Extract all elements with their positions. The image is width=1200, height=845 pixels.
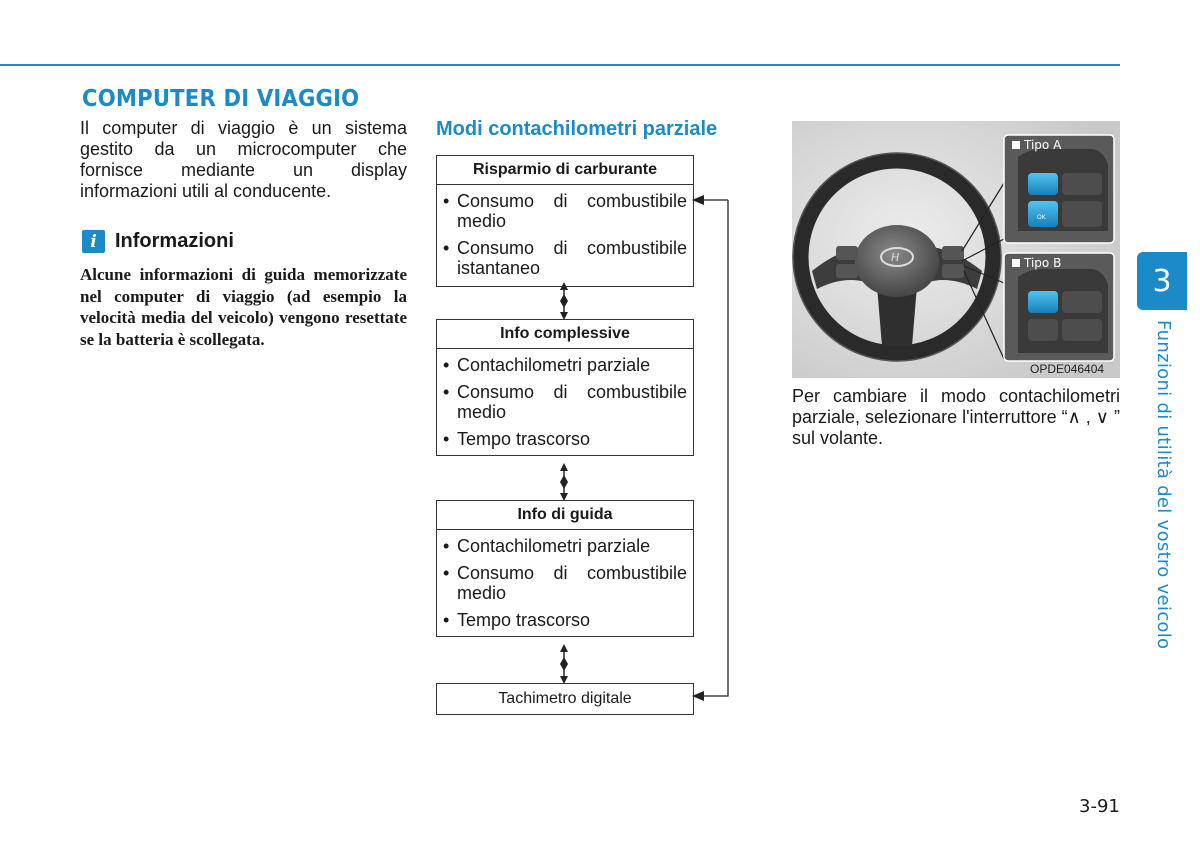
- type-b-label: [1012, 256, 1061, 270]
- info-heading: [82, 230, 234, 253]
- mode-box-drive: [436, 500, 694, 637]
- mode-box-heading: Risparmio di carburante: [437, 156, 693, 185]
- steering-wheel-illustration: [792, 121, 1120, 378]
- list-item-text: Contachilometri parziale: [457, 355, 651, 375]
- square-bullet-icon: [1012, 259, 1020, 267]
- mode-box-digital-speed: Tachimetro digitale: [436, 683, 694, 715]
- type-b-text: Tipo B: [1024, 256, 1062, 270]
- type-a-text: Tipo A: [1024, 138, 1062, 152]
- info-icon: i: [82, 230, 105, 253]
- list-item: • Contachilometri parziale: [443, 355, 687, 375]
- list-item-text: Tempo trascorso: [457, 429, 591, 449]
- figure-code: OPDE046404: [1030, 362, 1105, 376]
- double-arrow-icon: [556, 644, 572, 684]
- mode-box-fuel: [436, 155, 694, 287]
- list-item-text: Consumo di combustibile medio: [457, 382, 687, 422]
- list-item-text: Tempo trascorso: [457, 610, 591, 630]
- chapter-tab: 3: [1137, 252, 1187, 310]
- list-item: • Consumo di combustibile medio: [443, 382, 687, 422]
- mode-box-accumulated: [436, 319, 694, 456]
- type-a-label: [1012, 138, 1061, 152]
- mode-box-heading: Info complessive: [437, 320, 693, 349]
- mode-box-heading: Info di guida: [437, 501, 693, 530]
- square-bullet-icon: [1012, 141, 1020, 149]
- steering-wheel-figure: [792, 121, 1120, 378]
- section-title: COMPUTER DI VIAGGIO: [82, 86, 360, 112]
- list-item: • Contachilometri parziale: [443, 536, 687, 556]
- info-heading-label: Informazioni: [115, 230, 234, 252]
- double-arrow-icon: [556, 463, 572, 501]
- list-item: • Consumo di combustibile istantaneo: [443, 238, 687, 278]
- double-arrow-icon: [556, 282, 572, 320]
- list-item-text: Contachilometri parziale: [457, 536, 651, 556]
- info-text: Alcune informazioni di guida memorizzate nel computer di viaggio (ad esempio la velocità media del veicolo) vengono resettate se la batteria è scollegata.: [80, 265, 407, 349]
- list-item: • Tempo trascorso: [443, 429, 687, 449]
- list-item: • Consumo di combustibile medio: [443, 191, 687, 231]
- list-item-text: Consumo di combustibile medio: [457, 191, 687, 231]
- figure-description: Per cambiare il modo contachilometri parziale, selezionare l'interruttore “∧ , ∨ ” sul volante.: [792, 386, 1120, 448]
- intro-paragraph: Il computer di viaggio è un sistema gestito da un microcomputer che fornisce mediante un display informazioni utili al conducente.: [80, 118, 407, 201]
- svg-text:H: H: [891, 251, 900, 264]
- list-item: • Consumo di combustibile medio: [443, 563, 687, 603]
- modes-title: Modi contachilometri parziale: [436, 118, 718, 140]
- ok-label: OK: [1037, 214, 1046, 221]
- list-item: • Tempo trascorso: [443, 610, 687, 630]
- chapter-label: Funzioni di utilità del vostro veicolo: [1153, 320, 1174, 650]
- list-item-text: Consumo di combustibile medio: [457, 563, 687, 603]
- list-item-text: Consumo di combustibile istantaneo: [457, 238, 687, 278]
- cycle-connector: [690, 190, 734, 702]
- header-rule: [0, 64, 1120, 66]
- page-number: 3-91: [1079, 796, 1120, 817]
